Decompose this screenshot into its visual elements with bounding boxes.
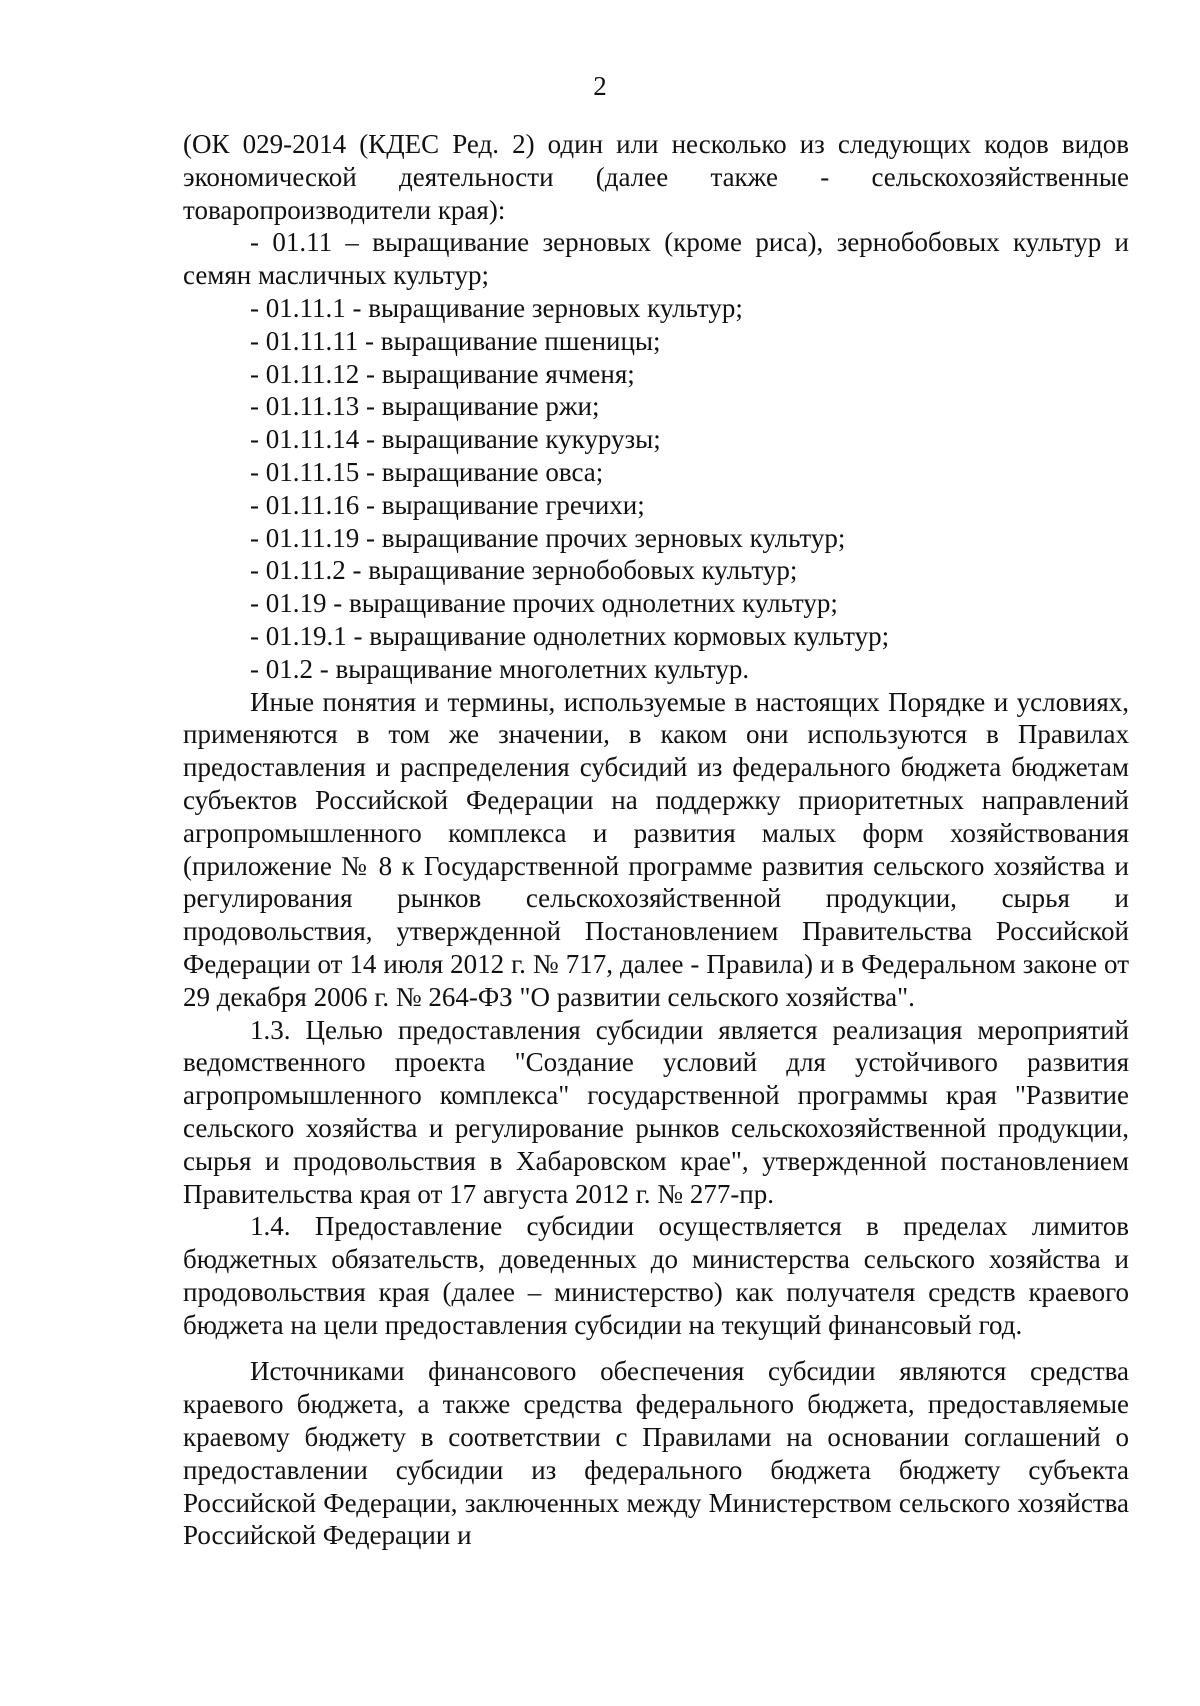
document-body [183, 128, 1129, 1552]
list-item: - 01.11.2 - выращивание зернобобовых культур; [250, 555, 798, 586]
list-item: - 01.11.13 - выращивание ржи; [250, 391, 600, 422]
list-item: - 01.19 - выращивание прочих однолетних культур; [250, 588, 838, 619]
funding-sources-paragraph: Источниками финансового обеспечения субсидии являются средства краевого бюджета, а также средства федерального бюджета, предоставляемые краевому бюджету в соответствии с Правилами на основании соглашений о предоставлении субсидии из федерального бюджета бюджету субъекта Российской Федерации, заключенных между Министерством сельского хозяйства Российской Федерации и [183, 1356, 1129, 1551]
terms-paragraph: Иные понятия и термины, используемые в настоящих Порядке и условиях, применяются в том же значении, в каком они используются в Правилах предоставления и распределения субсидий из федерального бюджета бюджетам субъектов Российской Федерации на поддержку приоритетных направлений агропромышленного комплекса и развития малых форм хозяйствования (приложение № 8 к Государственной программе развития сельского хозяйства и регулирования рынков сельскохозяйственной продукции, сырья и продовольствия, утвержденной Постановлением Правительства Российской Федерации от 14 июля 2012 г. № 717, далее - Правила) и в Федеральном законе от 29 декабря 2006 г. № 264-ФЗ "О развитии сельского хозяйства". [183, 686, 1129, 1012]
list-item: - 01.11.14 - выращивание кукурузы; [250, 424, 661, 455]
list-item: - 01.11.15 - выращивание овса; [250, 456, 604, 487]
list-item: - 01.11.11 - выращивание пшеницы; [250, 325, 661, 356]
intro-paragraph: (ОК 029-2014 (КДЕС Ред. 2) один или несколько из следующих кодов видов экономической деятельности (далее также - сельскохозяйственные товаропроизводители края): [183, 129, 1129, 225]
list-item: - 01.11.12 - выращивание ячменя; [250, 358, 635, 389]
list-item: - 01.11.19 - выращивание прочих зерновых культур; [250, 522, 846, 553]
list-item: - 01.11.16 - выращивание гречихи; [250, 489, 645, 520]
section-1-4-paragraph: 1.4. Предоставление субсидии осуществляется в пределах лимитов бюджетных обязательств, доведенных до министерства сельского хозяйства и продовольствия края (далее – министерство) как получателя средств краевого бюджета на цели предоставления субсидии на текущий финансовый год. [183, 1211, 1129, 1340]
list-item: - 01.19.1 - выращивание однолетних кормовых культур; [250, 620, 890, 651]
list-item: - 01.11.1 - выращивание зерновых культур; [250, 292, 743, 323]
section-1-3-paragraph: 1.3. Целью предоставления субсидии является реализация мероприятий ведомственного проекта "Создание условий для устойчивого развития агропромышленного комплекса" государственной программы края "Развитие сельского хозяйства и регулирование рынков сельскохозяйственной продукции, сырья и продовольствия в Хабаровском крае", утвержденной постановлением Правительства края от 17 августа 2012 г. № 277-пр. [183, 1014, 1129, 1209]
list-item: - 01.11 – выращивание зерновых (кроме риса), зернобобовых культур и семян масличных культур; [183, 227, 1129, 291]
list-item: - 01.2 - выращивание многолетних культур. [250, 653, 750, 684]
activity-code-list [183, 226, 1129, 685]
page-number: 2 [593, 71, 607, 101]
